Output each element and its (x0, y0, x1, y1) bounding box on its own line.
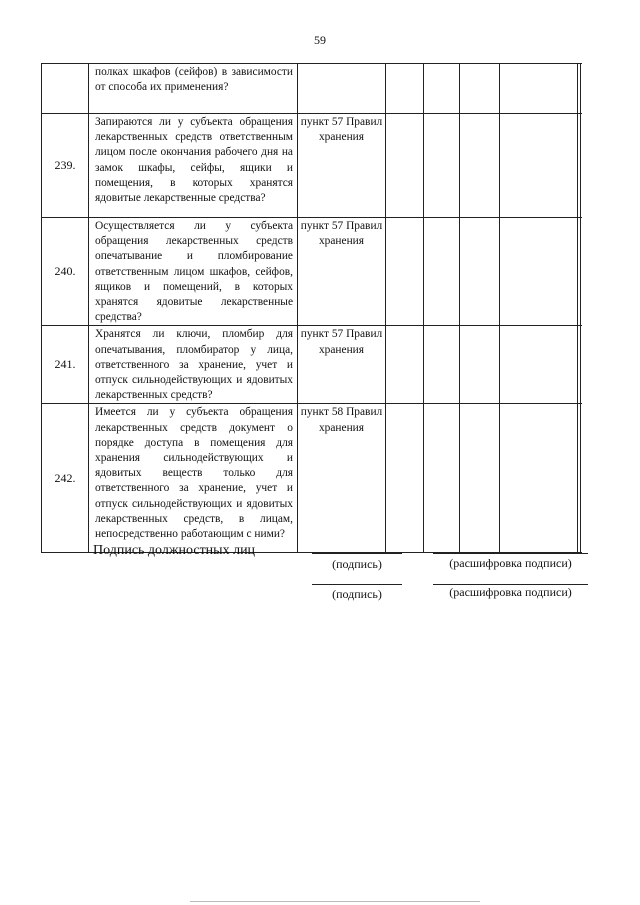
question-text: Хранятся ли ключи, пломбир для опечатывания, пломбиратор у лица, ответственного за хранение, учет и отпуск сильнодействующих и ядовитых лекарственных средств? (89, 326, 298, 404)
table-row (42, 64, 581, 114)
row-number: 239. (42, 114, 89, 218)
table-row (42, 326, 581, 404)
row-number: 240. (42, 218, 89, 326)
signature-caption: (подпись) (332, 587, 382, 601)
empty-cell (500, 404, 578, 553)
table-row (42, 218, 581, 326)
question-text: Имеется ли у субъекта обращения лекарственных средств документ о порядке доступа в помещения для хранения сильнодействующих и ядовитых веществ только для ответственного за хранение, учет и отпуск сильнодействующих и ядовитых лекарственных средств, в лицам, непосредственно работающим с ними? (89, 404, 298, 553)
empty-cell (460, 326, 500, 404)
question-text: Осуществляется ли у субъекта обращения лекарственных средств опечатывание и пломбирование ответственным лицом шкафов, сейфов, ящиков и помещений, в которых хранятся ядовитые лекарственные средства? (89, 218, 298, 326)
signature-caption: (подпись) (332, 557, 382, 571)
signature-line (312, 553, 402, 554)
decode-caption: (расшифровка подписи) (449, 585, 572, 599)
row-number: 241. (42, 326, 89, 404)
empty-cell (578, 326, 581, 404)
empty-cell (386, 404, 424, 553)
empty-cell (460, 64, 500, 114)
empty-cell (386, 326, 424, 404)
empty-cell (424, 218, 460, 326)
decode-line (433, 553, 588, 554)
signature-line (312, 584, 402, 585)
reference-cell: пункт 57 Правил хранения (298, 326, 386, 404)
reference-cell: пункт 58 Правил хранения (298, 404, 386, 553)
empty-cell (386, 114, 424, 218)
reference-cell: пункт 57 Правил хранения (298, 114, 386, 218)
page-edge-line (190, 901, 480, 902)
decode-caption: (расшифровка подписи) (449, 556, 572, 570)
empty-cell (500, 326, 578, 404)
empty-cell (424, 326, 460, 404)
signature-title: Подпись должностных лиц (93, 543, 256, 558)
empty-cell (578, 64, 581, 114)
empty-cell (460, 218, 500, 326)
page-number: 59 (314, 33, 326, 47)
checklist-table (41, 63, 581, 553)
row-number (42, 64, 89, 114)
question-text: Запираются ли у субъекта обращения лекарственных средств ответственным лицом после окончания рабочего дня на замок шкафы, сейфы, ящики и помещения, в которых хранятся ядовитые лекарственные средства? (89, 114, 298, 218)
row-number: 242. (42, 404, 89, 553)
empty-cell (386, 64, 424, 114)
reference-cell (298, 64, 386, 114)
question-text: полках шкафов (сейфов) в зависимости от способа их применения? (89, 64, 298, 114)
empty-cell (460, 114, 500, 218)
empty-cell (578, 114, 581, 218)
empty-cell (386, 218, 424, 326)
empty-cell (578, 404, 581, 553)
empty-cell (424, 64, 460, 114)
table-row (42, 114, 581, 218)
empty-cell (500, 64, 578, 114)
empty-cell (424, 114, 460, 218)
empty-cell (424, 404, 460, 553)
empty-cell (500, 114, 578, 218)
empty-cell (500, 218, 578, 326)
empty-cell (578, 218, 581, 326)
table-row (42, 404, 581, 553)
empty-cell (460, 404, 500, 553)
reference-cell: пункт 57 Правил хранения (298, 218, 386, 326)
